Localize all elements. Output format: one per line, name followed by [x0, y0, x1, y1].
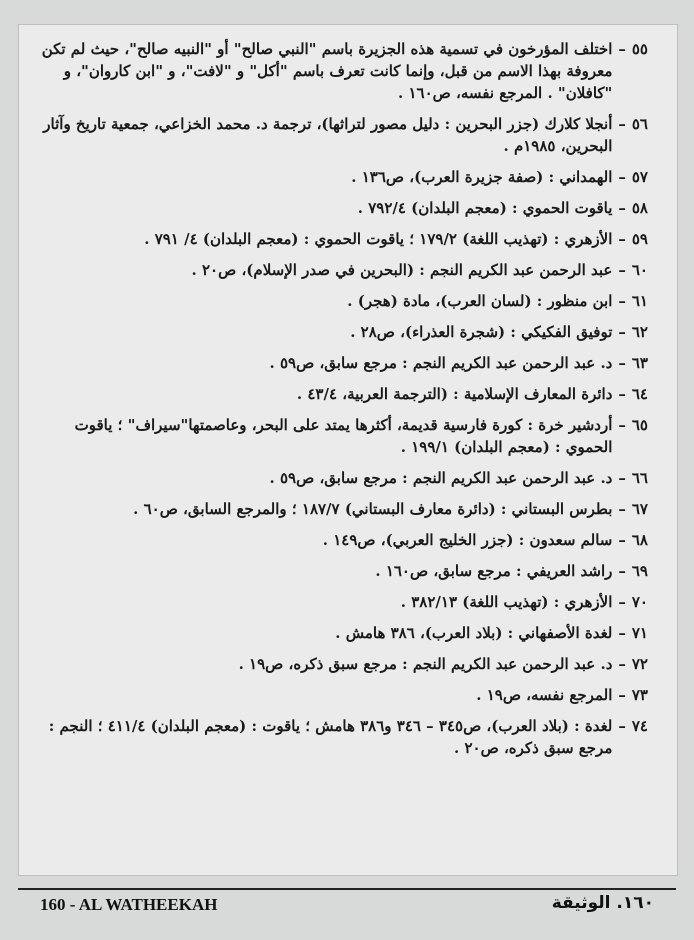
footnote-number: ٧٢: [631, 655, 648, 673]
footnote-number: ٧١: [631, 624, 648, 642]
footnote-number: ٦٧: [631, 500, 648, 518]
footnote-dash: –: [618, 354, 626, 372]
footnote-dash: –: [618, 168, 626, 186]
footnote-item: [30, 529, 648, 551]
footnote-text: د. عبد الرحمن عبد الكريم النجم : مرجع سبق ذكره، ص١٩ .: [238, 655, 613, 673]
footnote-number: ٥٧: [631, 168, 648, 186]
footnote-item: [30, 383, 648, 405]
footnote-text: د. عبد الرحمن عبد الكريم النجم : مرجع سابق، ص٥٩ .: [269, 469, 613, 487]
footnote-number: ٧٠: [631, 593, 648, 611]
footnote-number: ٦٤: [631, 385, 648, 403]
footnote-dash: –: [618, 655, 626, 673]
footnote-dash: –: [618, 323, 626, 341]
footnote-dash: –: [618, 717, 626, 735]
footnote-item: [30, 352, 648, 374]
footnote-item: [30, 197, 648, 219]
footnote-item: [30, 38, 648, 104]
footnote-item: [30, 414, 648, 458]
footnote-item: [30, 591, 648, 613]
footnote-text: المرجع نفسه، ص١٩ .: [476, 686, 613, 704]
footnote-item: [30, 113, 648, 157]
footnote-item: [30, 259, 648, 281]
footnote-item: [30, 467, 648, 489]
footnote-dash: –: [618, 199, 626, 217]
footnote-dash: –: [618, 686, 626, 704]
footnote-item: [30, 653, 648, 675]
footnote-dash: –: [618, 115, 626, 133]
footnote-number: ٦٨: [631, 531, 648, 549]
footnote-text: ابن منظور : (لسان العرب)، مادة (هجر) .: [347, 292, 613, 310]
footnote-dash: –: [618, 531, 626, 549]
footnote-number: ٦١: [631, 292, 648, 310]
footnote-text: لغدة : (بلاد العرب)، ص٣٤٥ – ٣٤٦ و٣٨٦ هامش ؛ ياقوت : (معجم البلدان) ٤١١/٤ ؛ النجم : مرجع سبق ذكره، ص٢٠ .: [48, 717, 613, 757]
footnote-item: [30, 715, 648, 759]
footnote-text: أنجلا كلارك (جزر البحرين : دليل مصور لتراثها)، ترجمة د. محمد الخزاعي، جمعية تاريخ وآثار البحرين، ١٩٨٥م .: [43, 115, 613, 155]
footnote-item: [30, 684, 648, 706]
footnote-text: توفيق الفكيكي : (شجرة العذراء)، ص٢٨ .: [350, 323, 613, 341]
footnote-text: دائرة المعارف الإسلامية : (الترجمة العربية، ٤٣/٤ .: [296, 385, 613, 403]
footnote-number: ٦٢: [631, 323, 648, 341]
footnote-item: [30, 290, 648, 312]
footnotes-list: [30, 38, 648, 768]
footnote-dash: –: [618, 469, 626, 487]
footnote-item: [30, 321, 648, 343]
footnote-item: [30, 498, 648, 520]
footnote-item: [30, 228, 648, 250]
footnote-number: ٦٥: [631, 416, 648, 434]
footnote-dash: –: [618, 230, 626, 248]
footer-page-label-en: 160 - AL WATHEEKAH: [40, 895, 218, 914]
footnote-text: الأزهري : (تهذيب اللغة) ١٧٩/٢ ؛ ياقوت الحموي : (معجم البلدان) ٤/ ٧٩١ .: [144, 230, 613, 248]
footnote-number: ٥٩: [631, 230, 648, 248]
footer-divider: [18, 888, 676, 890]
footnote-item: [30, 622, 648, 644]
footnote-dash: –: [618, 593, 626, 611]
footnote-item: [30, 560, 648, 582]
footnote-dash: –: [618, 261, 626, 279]
footnote-text: ياقوت الحموي : (معجم البلدان) ٧٩٢/٤ .: [357, 199, 613, 217]
footnote-text: عبد الرحمن عبد الكريم النجم : (البحرين في صدر الإسلام)، ص٢٠ .: [191, 261, 613, 279]
footnote-number: ٥٨: [631, 199, 648, 217]
footer-page-label-ar: ١٦٠. الوثيقة: [551, 893, 654, 913]
footnote-text: د. عبد الرحمن عبد الكريم النجم : مرجع سابق، ص٥٩ .: [269, 354, 613, 372]
footnote-text: بطرس البستاني : (دائرة معارف البستاني) ١٨٧/٧ ؛ والمرجع السابق، ص٦٠ .: [133, 500, 613, 518]
footnote-dash: –: [618, 292, 626, 310]
footnote-text: الأزهري : (تهذيب اللغة) ٣٨٢/١٣ .: [400, 593, 613, 611]
footnote-dash: –: [618, 624, 626, 642]
footnote-number: ٥٦: [631, 115, 648, 133]
footnote-text: راشد العريفي : مرجع سابق، ص١٦٠ .: [375, 562, 613, 580]
footnote-number: ٥٥: [631, 40, 648, 58]
footnote-item: [30, 166, 648, 188]
footnote-text: لغدة الأصفهاني : (بلاد العرب)، ٣٨٦ هامش .: [335, 624, 613, 642]
footnote-dash: –: [618, 500, 626, 518]
footnote-text: أردشير خرة : كورة فارسية قديمة، أكثرها يمتد على البحر، وعاصمتها"سيراف" ؛ ياقوت الحموي : (معجم البلدان) ١٩٩/١ .: [74, 416, 613, 456]
footnote-number: ٧٣: [631, 686, 648, 704]
footnote-number: ٧٤: [631, 717, 648, 735]
footnote-number: ٦٣: [631, 354, 648, 372]
footnote-text: اختلف المؤرخون في تسمية هذه الجزيرة باسم "النبي صالح" أو "النبيه صالح"، حيث لم تكن معروفة بهذا الاسم من قبل، وإنما كانت تعرف باسم "أكل" و "لافت"، و "ابن كاروان"، و "كافلان" . المرجع نفسه، ص١٦٠ .: [41, 40, 613, 102]
footnote-text: سالم سعدون : (جزر الخليج العربي)، ص١٤٩ .: [322, 531, 613, 549]
footnote-dash: –: [618, 40, 626, 58]
footnote-dash: –: [618, 385, 626, 403]
footnote-number: ٦٠: [631, 261, 648, 279]
footnote-number: ٦٩: [631, 562, 648, 580]
footnote-text: الهمداني : (صفة جزيرة العرب)، ص١٣٦ .: [351, 168, 613, 186]
footnote-number: ٦٦: [631, 469, 648, 487]
footnote-dash: –: [618, 416, 626, 434]
footnote-dash: –: [618, 562, 626, 580]
